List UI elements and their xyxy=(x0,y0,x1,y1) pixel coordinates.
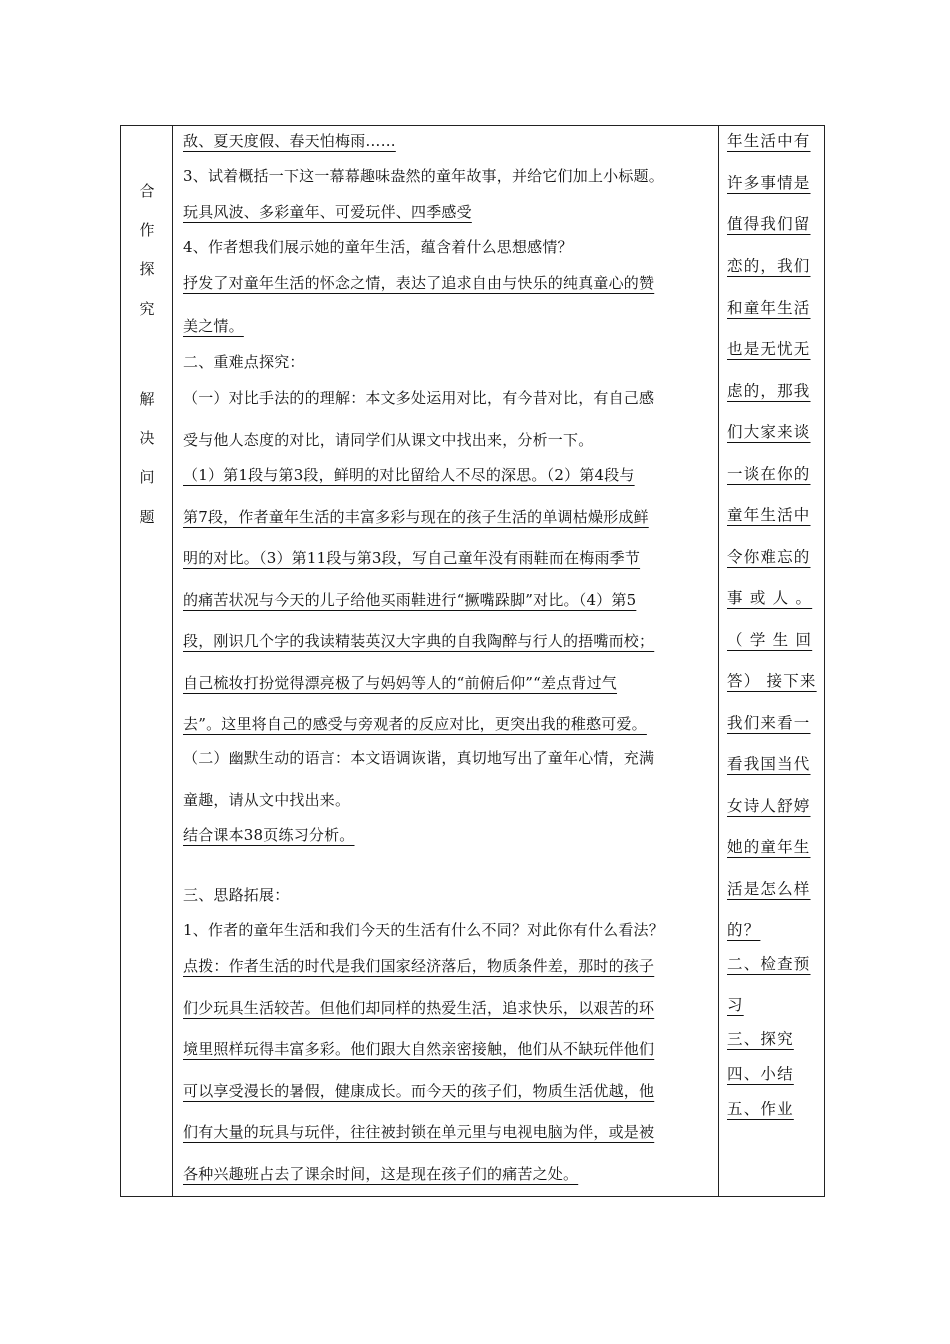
section-label-char: 作 xyxy=(139,221,155,239)
notes-line: 一谈在你的 xyxy=(727,465,811,483)
notes-line: 值得我们留 xyxy=(727,215,811,233)
notes-line: 活是怎么样 xyxy=(727,880,811,898)
section-label-char: 题 xyxy=(139,508,155,526)
content-line: （二）幽默生动的语言：本文语调诙谐，真切地写出了童年心情，充满 xyxy=(183,749,655,767)
content-line: 抒发了对童年生活的怀念之情，表达了追求自由与快乐的纯真童心的赞 xyxy=(183,274,655,292)
content-line: 1、作者的童年生活和我们今天的生活有什么不同？对此你有什么看法？ xyxy=(183,921,664,939)
notes-line: 的？ xyxy=(727,921,761,939)
content-line: 们少玩具生活较苦。但他们却同样的热爱生活，追求快乐，以艰苦的环 xyxy=(183,999,655,1017)
notes-line: 习 xyxy=(727,996,744,1014)
section-label-char: 究 xyxy=(139,300,155,318)
content-line: 二、重难点探究： xyxy=(183,353,305,371)
content-line: 3、试着概括一下这一幕幕趣味盎然的童年故事，并给它们加上小标题。 xyxy=(183,167,664,185)
notes-line: 二、检查预 xyxy=(727,955,811,973)
notes-line: 和童年生活 xyxy=(727,299,811,317)
section-label-char: 决 xyxy=(139,429,155,447)
content-line: （一）对比手法的的理解：本文多处运用对比，有今昔对比，有自己感 xyxy=(183,389,655,407)
lesson-table xyxy=(120,125,825,1197)
content-line: 境里照样玩得丰富多彩。他们跟大自然亲密接触，他们从不缺玩伴他们 xyxy=(183,1040,655,1058)
section-label-char: 解 xyxy=(139,390,155,408)
content-line: 童趣，请从文中找出来。 xyxy=(183,791,351,809)
content-line: （1）第1段与第3段，鲜明的对比留给人不尽的深思。（2）第4段与 xyxy=(183,466,635,484)
notes-line: 四、小结 xyxy=(727,1065,794,1083)
teacher-notes-column xyxy=(719,126,824,1196)
notes-line: 五、作业 xyxy=(727,1100,794,1118)
content-line: 段，刚识几个字的我读精装英汉大字典的自我陶醉与行人的捂嘴而校； xyxy=(183,632,655,650)
content-line: 可以享受漫长的暑假，健康成长。而今天的孩子们，物质生活优越，他 xyxy=(183,1082,655,1100)
notes-line: 童年生活中 xyxy=(727,506,811,524)
notes-line: （ 学 生 回 xyxy=(727,631,813,649)
notes-line: 事 或 人 。 xyxy=(727,589,813,607)
content-line: 受与他人态度的对比，请同学们从课文中找出来，分析一下。 xyxy=(183,431,594,449)
content-line: 玩具风波、多彩童年、可爱玩伴、四季感受 xyxy=(183,203,472,221)
section-label-char: 探 xyxy=(139,260,155,278)
section-label-char: 合 xyxy=(139,182,155,200)
notes-line: 看我国当代 xyxy=(727,755,811,773)
notes-line: 我们来看一 xyxy=(727,714,811,732)
notes-line: 恋的，我们 xyxy=(727,257,811,275)
content-line: 结合课本38页练习分析。 xyxy=(183,826,355,844)
notes-line: 们大家来谈 xyxy=(727,423,811,441)
section-label-char: 问 xyxy=(139,468,155,486)
lesson-content-column xyxy=(173,126,719,1196)
notes-line: 年生活中有 xyxy=(727,132,811,150)
section-label-column xyxy=(121,126,173,1196)
notes-line: 她的童年生 xyxy=(727,838,811,856)
notes-line: 许多事情是 xyxy=(727,174,811,192)
content-line: 敌、夏天度假、春天怕梅雨…… xyxy=(183,132,396,150)
content-line: 明的对比。（3）第11段与第3段，写自己童年没有雨鞋而在梅雨季节 xyxy=(183,549,641,567)
content-line: 4、作者想我们展示她的童年生活，蕴含着什么思想感情？ xyxy=(183,238,573,256)
notes-line: 女诗人舒婷 xyxy=(727,797,811,815)
content-line: 的痛苦状况与今天的儿子给他买雨鞋进行“撅嘴跺脚”对比。（4）第5 xyxy=(183,591,637,609)
content-line: 美之情。 xyxy=(183,317,244,335)
notes-line: 虑的，那我 xyxy=(727,382,811,400)
notes-line: 三、探究 xyxy=(727,1030,794,1048)
content-line: 点拨：作者生活的时代是我们国家经济落后，物质条件差，那时的孩子 xyxy=(183,957,655,975)
content-line: 各种兴趣班占去了课余时间，这是现在孩子们的痛苦之处。 xyxy=(183,1165,579,1183)
content-line: 第7段，作者童年生活的丰富多彩与现在的孩子生活的单调枯燥形成鲜 xyxy=(183,508,649,526)
notes-line: 答） 接下来 xyxy=(727,672,817,690)
content-line: 自己梳妆打扮觉得漂亮极了与妈妈等人的“前俯后仰”“差点背过气 xyxy=(183,674,618,692)
content-line: 三、思路拓展： xyxy=(183,886,290,904)
content-line: 们有大量的玩具与玩伴，往往被封锁在单元里与电视电脑为伴，或是被 xyxy=(183,1123,655,1141)
content-line: 去”。这里将自己的感受与旁观者的反应对比，更突出我的稚憨可爱。 xyxy=(183,715,647,733)
notes-line: 令你难忘的 xyxy=(727,548,811,566)
notes-line: 也是无忧无 xyxy=(727,340,811,358)
